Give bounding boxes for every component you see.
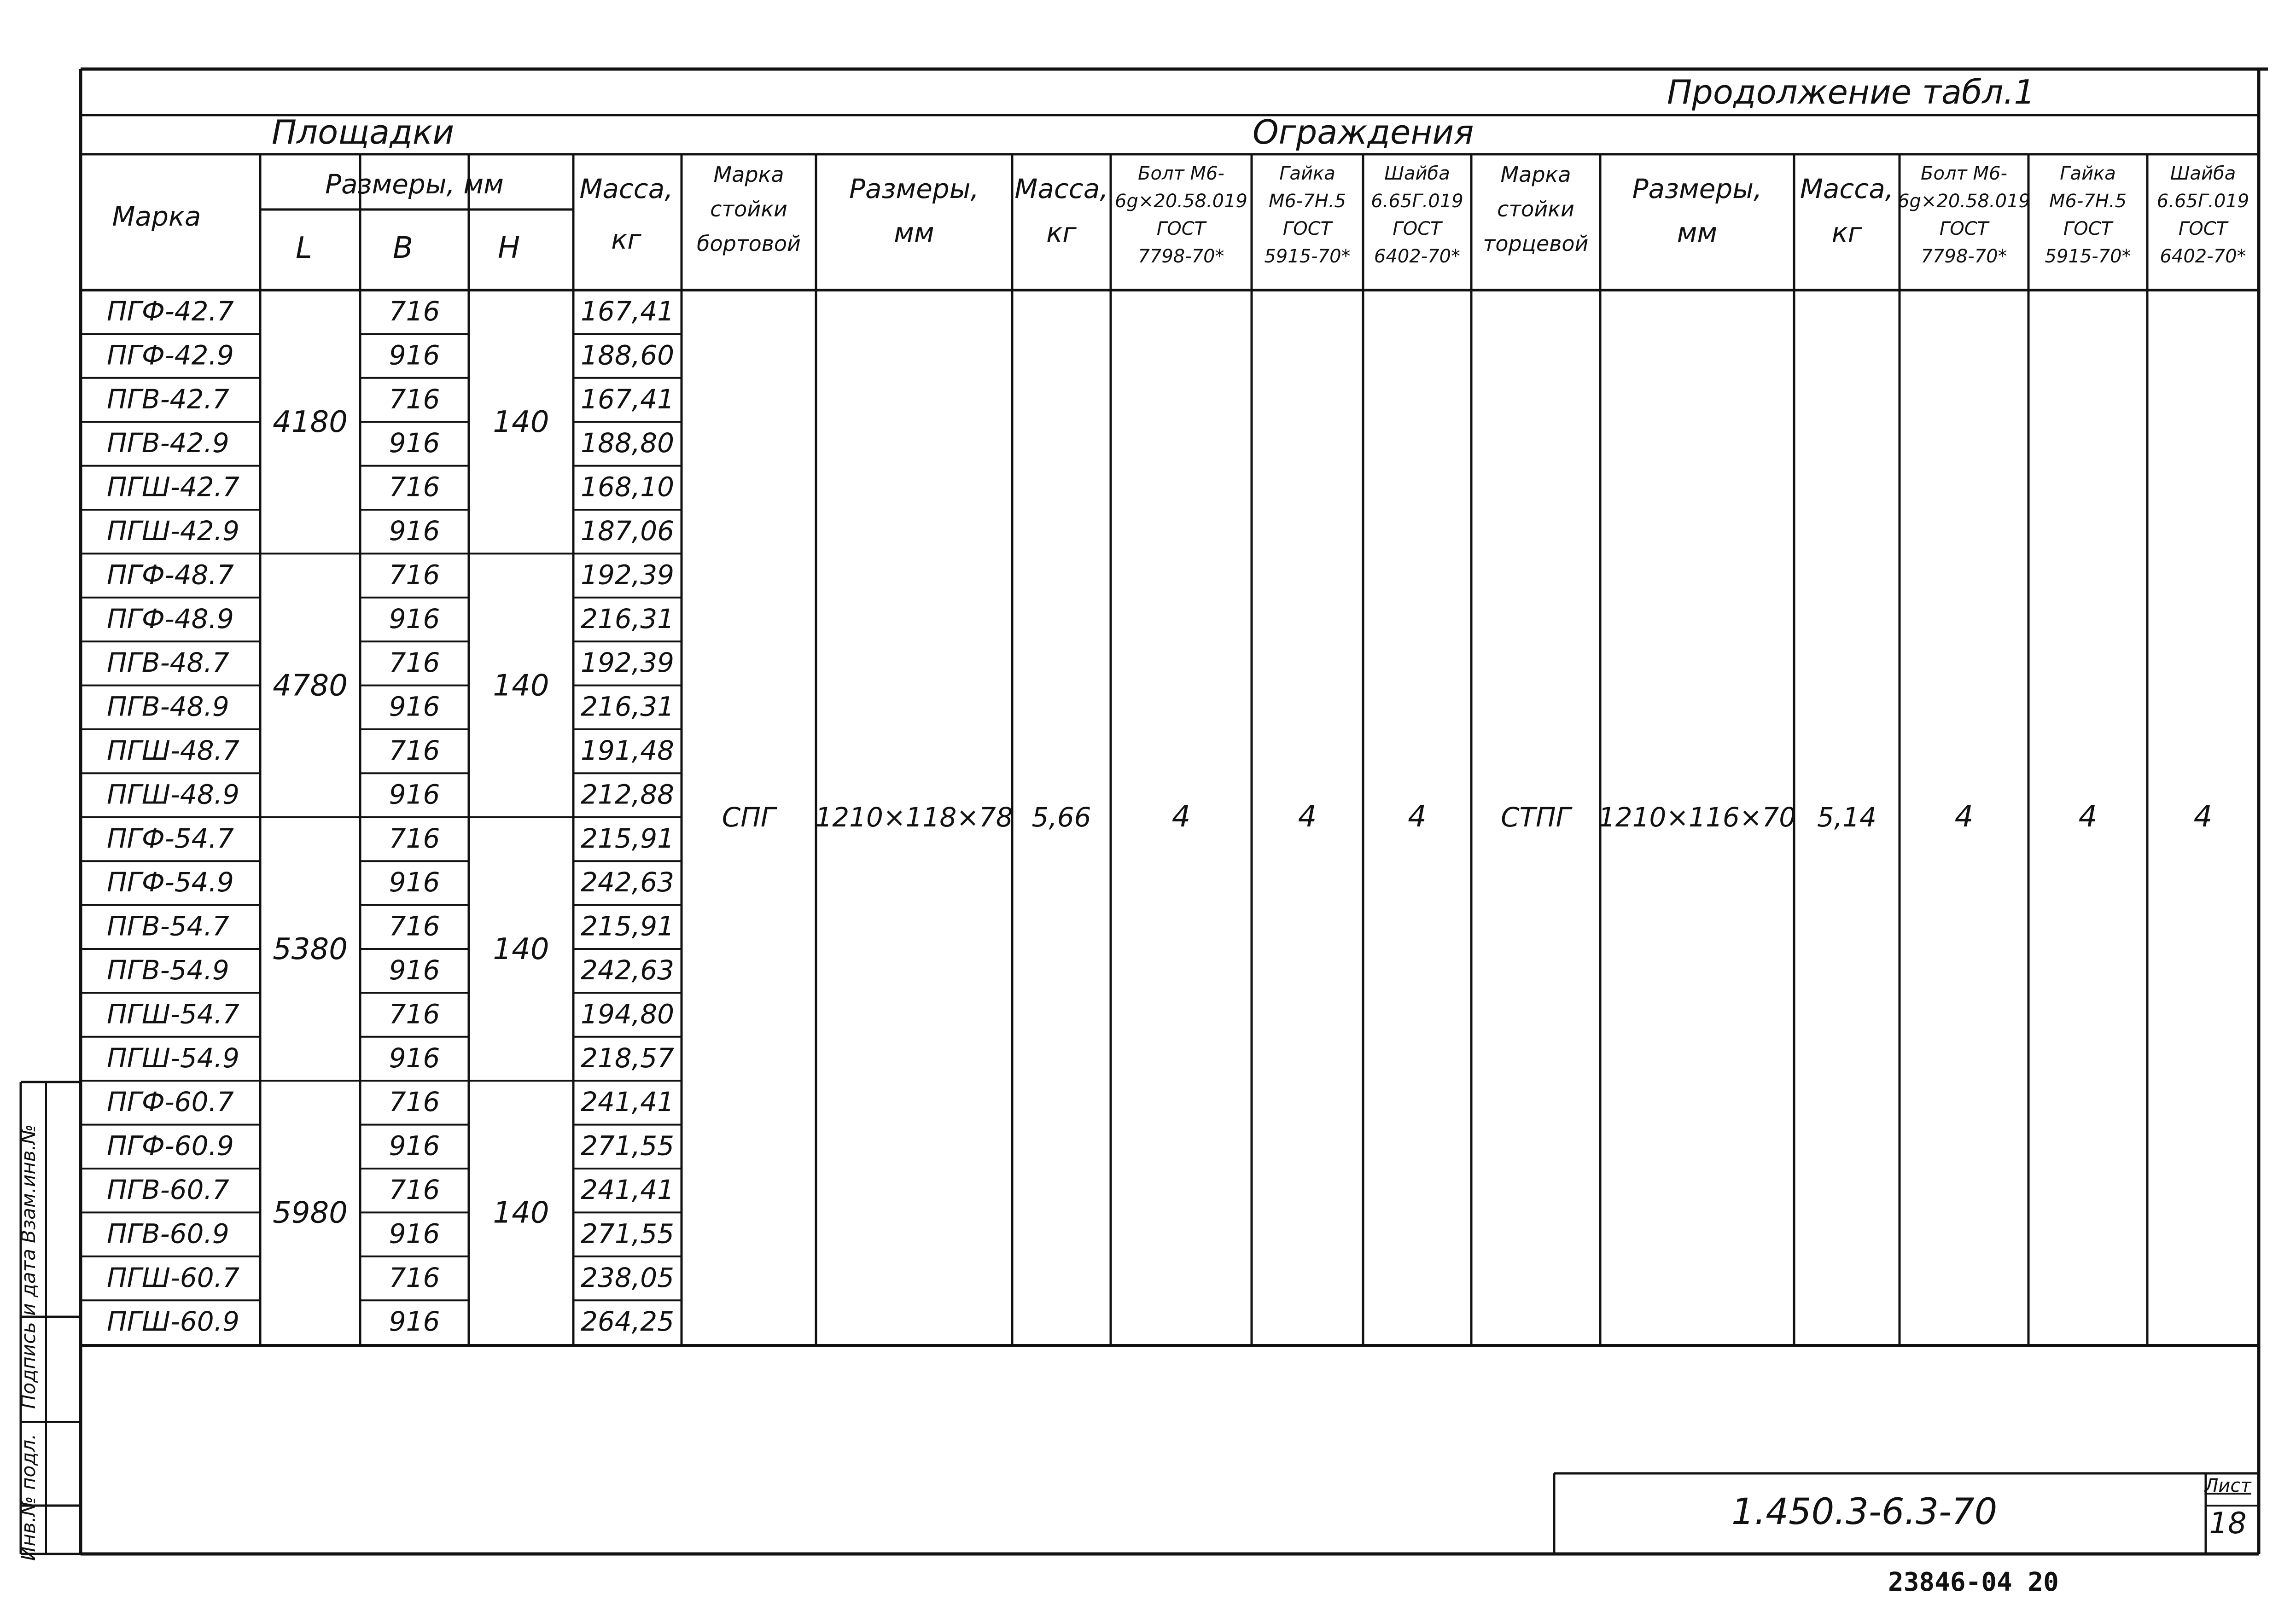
sidebar-inv-swap: Взам.инв.№ — [17, 1124, 40, 1243]
cell-mass: 187,06 — [581, 515, 674, 547]
cell-mark: ПГВ-60.7 — [107, 1174, 229, 1205]
cell-mark: ПГФ-60.7 — [107, 1086, 234, 1118]
cell-mass: 192,39 — [581, 559, 674, 591]
header-end-bolt-line: 6g×20.58.019 — [1898, 191, 2030, 212]
cell-mark: ПГШ-60.7 — [107, 1262, 240, 1293]
header-side-mass-line: кг — [1046, 217, 1077, 248]
cell-b: 916 — [389, 427, 440, 459]
cell-mark: ПГШ-54.9 — [107, 1042, 240, 1074]
header-H: H — [497, 231, 520, 265]
table-caption: Продолжение табл.1 — [1667, 73, 2035, 111]
cell-mark: ПГВ-42.7 — [107, 383, 229, 415]
header-end-nut-line: 5915-70* — [2045, 246, 2131, 267]
cell-l: 5980 — [273, 1196, 348, 1230]
header-end-sizes-line: Размеры, — [1632, 173, 1762, 204]
header-side-post-line: бортовой — [697, 231, 801, 256]
table-grid — [21, 69, 2268, 1554]
sidebar-inv-orig: Инв.№ подл. — [17, 1433, 40, 1561]
cell-fence-end-mass: 5,14 — [1817, 802, 1877, 833]
sidebar-sign-date: Подпись и дата — [17, 1249, 40, 1409]
cell-b: 716 — [389, 296, 440, 327]
header-end-nut-line: Гайка — [2060, 163, 2116, 184]
header-side-bolt-line: 7798-70* — [1138, 246, 1224, 267]
cell-l: 4180 — [273, 405, 348, 440]
header-end-post-line: торцевой — [1483, 231, 1589, 256]
cell-mark: ПГШ-48.7 — [107, 735, 240, 766]
cell-fence-end-nut: 4 — [2078, 800, 2098, 834]
cell-mark: ПГФ-48.9 — [107, 603, 234, 634]
header-end-washer-line: Шайба — [2170, 163, 2236, 184]
cell-mark: ПГВ-48.9 — [107, 691, 229, 722]
cell-fence-end-washer: 4 — [2193, 800, 2213, 834]
cell-mass: 271,55 — [581, 1130, 674, 1162]
cell-mass: 216,31 — [581, 691, 674, 722]
group-platforms: Площадки — [272, 113, 455, 151]
cell-mass: 191,48 — [581, 735, 674, 766]
cell-b: 716 — [389, 998, 440, 1030]
cell-mark: ПГФ-54.7 — [107, 822, 234, 854]
cell-mass: 168,10 — [581, 471, 674, 503]
cell-b: 916 — [389, 1306, 440, 1338]
cell-h: 140 — [493, 405, 549, 440]
cell-h: 140 — [493, 932, 549, 966]
cell-mark: ПГВ-54.9 — [107, 954, 229, 986]
cell-b: 916 — [389, 691, 440, 722]
header-end-washer-line: 6.65Г.019 — [2156, 191, 2249, 212]
header-side-nut-line: М6-7Н.5 — [1268, 191, 1346, 212]
header-side-washer-line: 6.65Г.019 — [1371, 191, 1463, 212]
cell-mass: 192,39 — [581, 647, 674, 679]
header-end-mass-line: кг — [1831, 217, 1862, 248]
cell-mark: ПГФ-48.7 — [107, 559, 234, 591]
cell-l: 4780 — [273, 669, 348, 703]
header-end-post-line: Марка — [1500, 162, 1571, 187]
header-side-nut-line: Гайка — [1279, 163, 1335, 184]
fence-headers — [697, 162, 2249, 267]
header-mark: Марка — [112, 201, 201, 232]
cell-h: 140 — [493, 669, 549, 703]
cell-b: 716 — [389, 1174, 440, 1205]
header-end-washer-line: ГОСТ — [2178, 218, 2228, 239]
cell-b: 916 — [389, 1218, 440, 1250]
cell-mark: ПГВ-54.7 — [107, 910, 229, 942]
header-end-nut-line: ГОСТ — [2063, 218, 2113, 239]
cell-b: 916 — [389, 339, 440, 371]
cell-mark: ПГВ-48.7 — [107, 647, 229, 679]
cell-b: 916 — [389, 1042, 440, 1074]
header-side-bolt-line: 6g×20.58.019 — [1115, 191, 1247, 212]
cell-b: 716 — [389, 471, 440, 503]
cell-mass: 218,57 — [581, 1042, 674, 1074]
cell-mass: 271,55 — [581, 1218, 674, 1250]
cell-mass: 242,63 — [581, 954, 674, 986]
cell-fence-side-washer: 4 — [1408, 800, 1427, 834]
cell-fence-end-size: 1210×116×70 — [1598, 802, 1796, 833]
cell-mass: 188,60 — [581, 339, 674, 371]
cell-mass: 242,63 — [581, 867, 674, 898]
header-end-bolt-line: Болт М6- — [1921, 163, 2007, 184]
header-side-bolt-line: Болт М6- — [1138, 163, 1224, 184]
cell-b: 716 — [389, 822, 440, 854]
cell-mark: ПГШ-60.9 — [107, 1306, 240, 1338]
cell-mass: 238,05 — [581, 1262, 674, 1293]
header-side-washer-line: 6402-70* — [1374, 246, 1461, 267]
cell-b: 916 — [389, 779, 440, 810]
header-sizes: Размеры, мм — [325, 169, 504, 200]
cell-mass: 264,25 — [581, 1306, 674, 1338]
cell-mark: ПГФ-54.9 — [107, 867, 234, 898]
cell-b: 716 — [389, 647, 440, 679]
cell-b: 716 — [389, 383, 440, 415]
cell-mass: 167,41 — [581, 296, 674, 327]
cell-b: 716 — [389, 735, 440, 766]
doc-code: 1.450.3-6.3-70 — [1731, 1491, 1998, 1533]
header-end-post-line: стойки — [1497, 197, 1574, 221]
header-side-bolt-line: ГОСТ — [1156, 218, 1206, 239]
header-side-post-line: стойки — [710, 197, 787, 221]
header-end-mass-line: Масса, — [1800, 173, 1894, 204]
header-end-nut-line: М6-7Н.5 — [2049, 191, 2127, 212]
cell-mark: ПГФ-60.9 — [107, 1130, 234, 1162]
header-side-nut-line: 5915-70* — [1264, 246, 1351, 267]
header-mass-2: кг — [611, 224, 641, 255]
header-side-mass-line: Масса, — [1014, 173, 1108, 204]
header-B: B — [393, 231, 413, 265]
sheet-number: 18 — [2209, 1507, 2247, 1541]
cell-fence-side-nut: 4 — [1298, 800, 1317, 834]
cell-mark: ПГФ-42.7 — [107, 296, 234, 327]
cell-mark: ПГШ-54.7 — [107, 998, 240, 1030]
cell-fence-side-mass: 5,66 — [1031, 802, 1091, 833]
cell-mass: 241,41 — [581, 1174, 674, 1205]
cell-b: 916 — [389, 867, 440, 898]
cell-fence-side-post: СПГ — [722, 802, 776, 833]
cell-mark: ПГВ-42.9 — [107, 427, 229, 459]
header-L: L — [296, 231, 312, 265]
cell-fence-end-bolt: 4 — [1954, 800, 1974, 834]
header-end-washer-line: 6402-70* — [2160, 246, 2246, 267]
cell-mark: ПГФ-42.9 — [107, 339, 234, 371]
cell-b: 716 — [389, 559, 440, 591]
cell-mark: ПГШ-42.7 — [107, 471, 240, 503]
sheet-label: Лист — [2204, 1475, 2251, 1496]
cell-l: 5380 — [273, 932, 348, 966]
cell-b: 716 — [389, 1086, 440, 1118]
header-side-nut-line: ГОСТ — [1282, 218, 1332, 239]
cell-b: 916 — [389, 1130, 440, 1162]
header-side-post-line: Марка — [713, 162, 784, 187]
group-fences: Ограждения — [1253, 113, 1474, 151]
cell-b: 716 — [389, 1262, 440, 1293]
cell-fence-side-bolt: 4 — [1171, 800, 1191, 834]
header-side-sizes-line: Размеры, — [849, 173, 979, 204]
cell-mass: 215,91 — [581, 822, 674, 854]
cell-b: 716 — [389, 910, 440, 942]
cell-mark: ПГШ-48.9 — [107, 779, 240, 810]
cell-mass: 212,88 — [581, 779, 674, 810]
header-end-sizes-line: мм — [1677, 217, 1718, 248]
cell-fence-end-post: СТПГ — [1501, 802, 1571, 833]
header-side-sizes-line: мм — [894, 217, 934, 248]
header-end-bolt-line: ГОСТ — [1939, 218, 1989, 239]
header-side-washer-line: Шайба — [1384, 163, 1450, 184]
cell-mass: 188,80 — [581, 427, 674, 459]
cell-mass: 216,31 — [581, 603, 674, 634]
cell-fence-side-size: 1210×118×78 — [815, 802, 1013, 833]
cell-mass: 241,41 — [581, 1086, 674, 1118]
cell-mark: ПГВ-60.9 — [107, 1218, 229, 1250]
cell-mark: ПГШ-42.9 — [107, 515, 240, 547]
footer-code: 23846-04 20 — [1888, 1567, 2059, 1597]
cell-mass: 167,41 — [581, 383, 674, 415]
cell-b: 916 — [389, 515, 440, 547]
cell-b: 916 — [389, 603, 440, 634]
cell-mass: 215,91 — [581, 910, 674, 942]
header-end-bolt-line: 7798-70* — [1921, 246, 2007, 267]
cell-b: 916 — [389, 954, 440, 986]
header-side-washer-line: ГОСТ — [1393, 218, 1442, 239]
header-mass-1: Масса, — [579, 173, 673, 204]
cell-mass: 194,80 — [581, 998, 674, 1030]
cell-h: 140 — [493, 1196, 549, 1230]
